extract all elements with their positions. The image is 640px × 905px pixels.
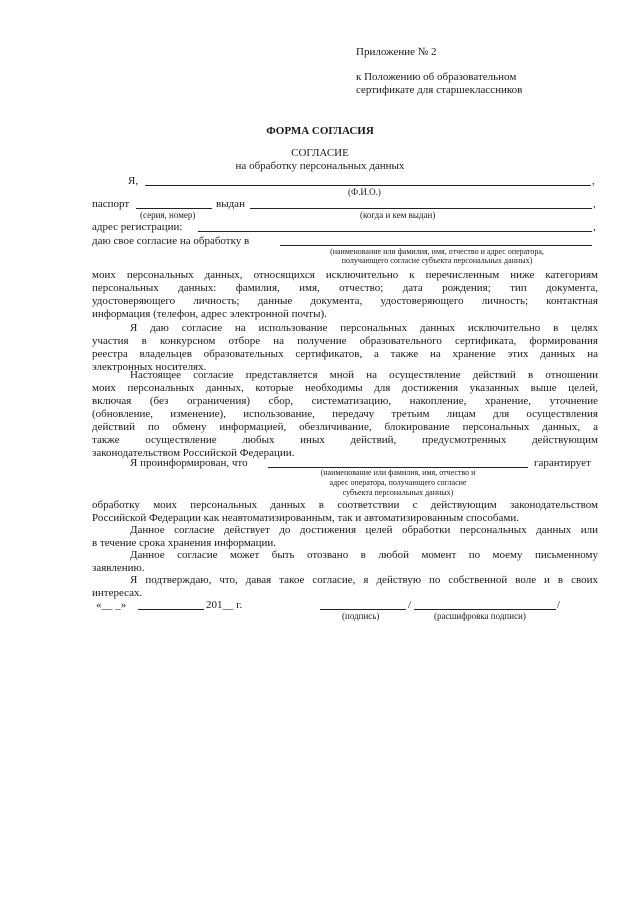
operator-hint-2: получающего согласие субъекта персональных данных) (341, 256, 533, 265)
date-year: 201__ г. (206, 599, 243, 611)
informed-hint-2: адрес оператора, получающего согласие (329, 478, 467, 487)
ya-label: Я, (128, 175, 139, 187)
informed-hint-3: субъекта персональных данных) (342, 488, 454, 497)
issued-hint: (когда и кем выдан) (360, 210, 436, 220)
informed-hint-1: (наименование или фамилия, имя, отчество и (320, 468, 476, 477)
decode-hint: (расшифровка подписи) (434, 611, 526, 621)
paragraph-actions: Настоящее согласие представляется мной на осуществление действий в отношении моих персональных данных, которые необходимы для достижения указанных выше целей, включая (без ограничения) сбор, систематизацию, накопление, хранение, уточнение (обновление, изменение), использование, передачу третьим лицам для осуществления действий по обмену информацией, обезличивание, блокирование персональных данных, а также осуществление любых иных действий, предусмотренных действующим законодательством Российской Федерации. (92, 369, 598, 459)
reference-line-2: сертификате для старшеклассников (356, 84, 523, 96)
paragraph-revocation: Данное согласие может быть отозвано в любой момент по моему письменному заявлению. (92, 549, 598, 574)
date-month-line[interactable] (138, 609, 204, 610)
operator-hint-1: (наименование или фамилия, имя, отчество и адрес оператора, (330, 247, 544, 256)
fio-line[interactable] (145, 185, 591, 186)
appendix-label: Приложение № 2 (356, 46, 437, 58)
slash-1: / (408, 599, 412, 611)
address-line[interactable] (198, 231, 592, 232)
comma: , (592, 175, 595, 187)
consent-subtitle: на обработку персональных данных (235, 160, 405, 172)
date-day: «__ _» (96, 599, 127, 611)
paragraph-categories: моих персональных данных, относящихся исключительно к перечисленным ниже категориям персональных данных: фамилия, имя, отчество; дата рождения; тип документа, удостоверяющего личность; данные документа, удостоверяющего личность; контактная информация (телефон, адрес электронной почты). (92, 269, 598, 320)
operator-line[interactable] (280, 245, 592, 246)
informed-label: Я проинформирован, что (130, 457, 248, 469)
issued-label: выдан (216, 198, 245, 210)
consent-title: СОГЛАСИЕ (291, 147, 349, 159)
reference-line-1: к Положению об образовательном (356, 71, 517, 83)
address-label: адрес регистрации: (92, 221, 183, 233)
paragraph-confirmation: Я подтверждаю, что, давая такое согласие, я действую по собственной воле и в своих интересах. (92, 574, 598, 599)
paragraph-purpose: Я даю согласие на использование персональных данных исключительно в целях участия в конкурсном отборе на получение образовательного сертификата, формирования реестра владельцев образовательных сертификатов, а также на хранение этих данных на электронных носителях. (92, 322, 598, 373)
signature-line[interactable] (320, 609, 406, 610)
guarantees-label: гарантирует (534, 457, 591, 469)
series-hint: (серия, номер) (140, 210, 196, 220)
form-title: ФОРМА СОГЛАСИЯ (266, 125, 374, 137)
paragraph-processing: обработку моих персональных данных в соответствии с действующим законодательством Российской Федерации как неавтоматизированным, так и автоматизированным способами. (92, 499, 598, 524)
slash-2: / (557, 599, 561, 611)
passport-number-line[interactable] (136, 208, 212, 209)
issued-by-line[interactable] (250, 208, 592, 209)
paragraph-validity: Данное согласие действует до достижения целей обработки персональных данных или в течение срока хранения информации. (92, 524, 598, 549)
passport-label: паспорт (92, 198, 130, 210)
consent-to-label: даю свое согласие на обработку в (92, 235, 250, 247)
signature-decode-line[interactable] (414, 609, 556, 610)
signature-hint: (подпись) (342, 611, 380, 621)
fio-hint: (Ф.И.О.) (348, 187, 381, 197)
